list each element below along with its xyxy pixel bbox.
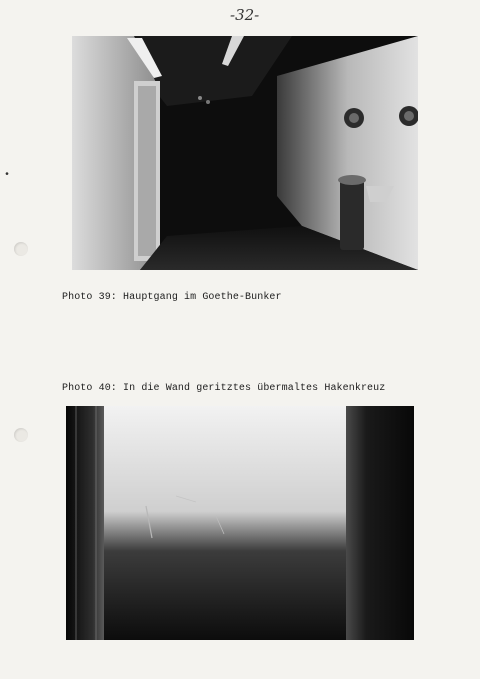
punch-hole-top (14, 242, 28, 256)
page-number: -32- (230, 6, 260, 24)
photo-40-caption: Photo 40: In die Wand geritztes übermaltes Hakenkreuz (62, 383, 386, 394)
punch-hole-bottom (14, 428, 28, 442)
photo-39-corridor (72, 36, 418, 270)
photo-39-caption: Photo 39: Hauptgang im Goethe-Bunker (62, 292, 282, 303)
margin-mark: • (4, 170, 11, 181)
photo-40-wall (66, 406, 414, 640)
